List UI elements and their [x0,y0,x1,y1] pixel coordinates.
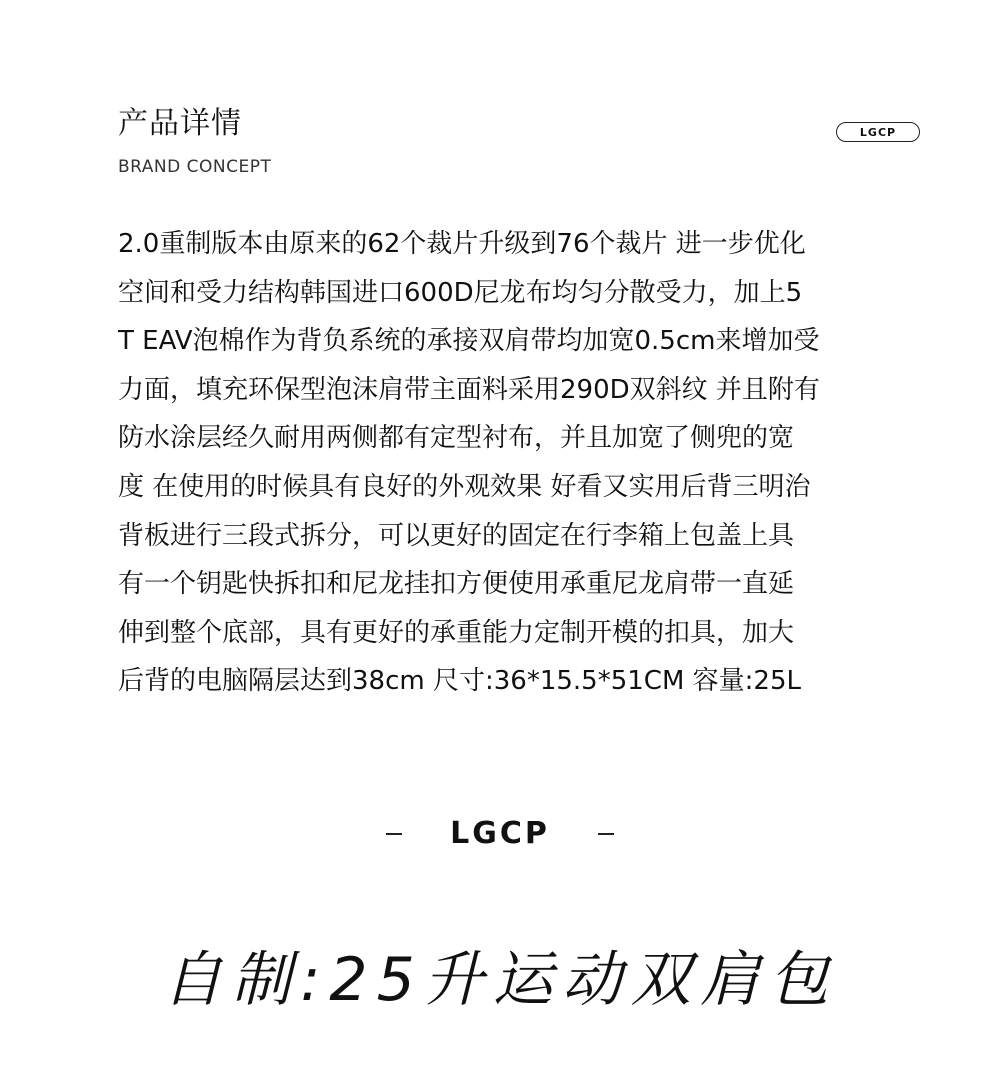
description-line: 后背的电脑隔层达到38cm 尺寸:36*15.5*51CM 容量:25L [118,666,801,697]
description-line: 度 在使用的时候具有良好的外观效果 好看又实用后背三明治 [118,471,811,502]
description-line: 力面，填充环保型泡沫肩带主面料采用290D双斜纹 并且附有 [118,374,820,405]
description-line: 伸到整个底部，具有更好的承重能力定制开模的扣具，加大 [118,617,795,648]
product-title: 自制:25升运动双肩包 [162,945,838,1015]
description-line: 2.0重制版本由原来的62个裁片升级到76个裁片 进一步优化 [118,229,806,259]
description-line: 防水涂层经久耐用两侧都有定型衬布，并且加宽了侧兜的宽 [118,423,795,454]
divider-label: LGCP [450,816,550,851]
brand-badge: LGCP [836,122,920,142]
product-description [118,220,918,706]
description-line: 有一个钥匙快拆扣和尼龙挂扣方便使用承重尼龙肩带一直延 [118,569,795,600]
description-line: T EAV泡棉作为背负系统的承接双肩带均加宽0.5cm来增加受 [118,326,820,357]
brand-divider [0,812,1000,856]
description-line: 空间和受力结构韩国进口600D尼龙布均匀分散受力，加上5 [118,277,803,308]
divider-dash-right [598,833,614,835]
description-line: 背板进行三段式拆分，可以更好的固定在行李箱上包盖上具 [118,520,795,551]
divider-dash-left [386,833,402,835]
page-subtitle: BRAND CONCEPT [118,157,272,177]
page-title: 产品详情 [118,106,242,141]
